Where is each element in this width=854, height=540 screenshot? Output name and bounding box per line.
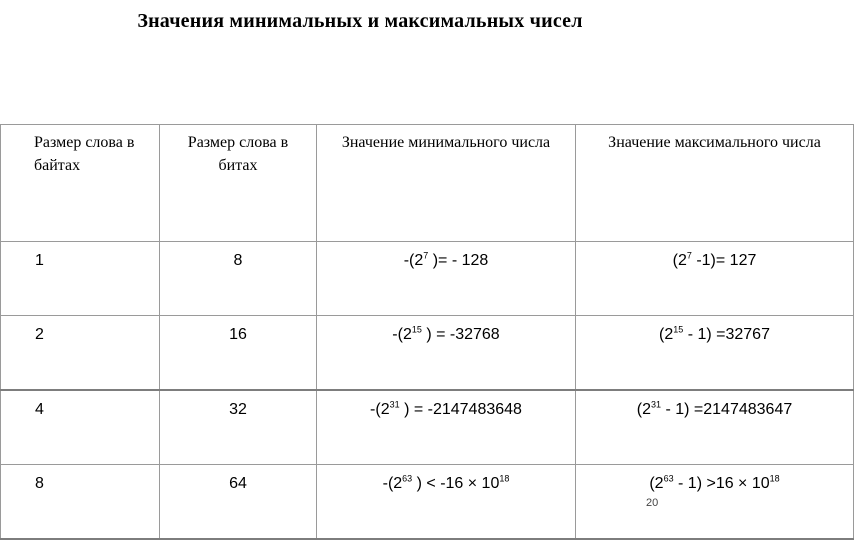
cell-bytes: 4 [1, 390, 160, 465]
cell-max: ($2^7$ -1)= 127 [576, 242, 854, 316]
header-min: Значение минимального числа [317, 125, 576, 242]
cell-min: $-(2^{63}$ ) < $-16 \times 10^{18}$ [317, 465, 576, 540]
page-number: 20 [646, 497, 659, 509]
cell-bytes: 1 [1, 242, 160, 316]
table-header-row [1, 125, 854, 242]
table-row [1, 242, 854, 316]
cell-bits: 16 [160, 316, 317, 391]
cell-max: $(2^{15} - 1) =32767$ [576, 316, 854, 391]
slide-title: Значения минимальных и максимальных чисел [137, 10, 583, 32]
table-row [1, 316, 854, 391]
header-bytes: Размер слова в байтах [1, 125, 160, 242]
cell-bytes: 8 [1, 465, 160, 540]
table-row [1, 390, 854, 465]
header-bits: Размер слова в битах [160, 125, 317, 242]
cell-min: $-(2^{15}$ ) = -32768 [317, 316, 576, 391]
cell-max: $(2^{31} - 1) =2147483647$ [576, 390, 854, 465]
cell-bytes: 2 [1, 316, 160, 391]
table-row [1, 465, 854, 540]
cell-min: $-(2^{31}$ ) = -2147483648 [317, 390, 576, 465]
cell-min: $-(2^7$ )= - 128 [317, 242, 576, 316]
header-max: Значение максимального числа [576, 125, 854, 242]
cell-bits: 64 [160, 465, 317, 540]
min-max-table [0, 124, 854, 540]
cell-max: $(2^{63} - 1) >16 \times 10^{18}$ [576, 465, 854, 540]
cell-bits: 8 [160, 242, 317, 316]
cell-bits: 32 [160, 390, 317, 465]
